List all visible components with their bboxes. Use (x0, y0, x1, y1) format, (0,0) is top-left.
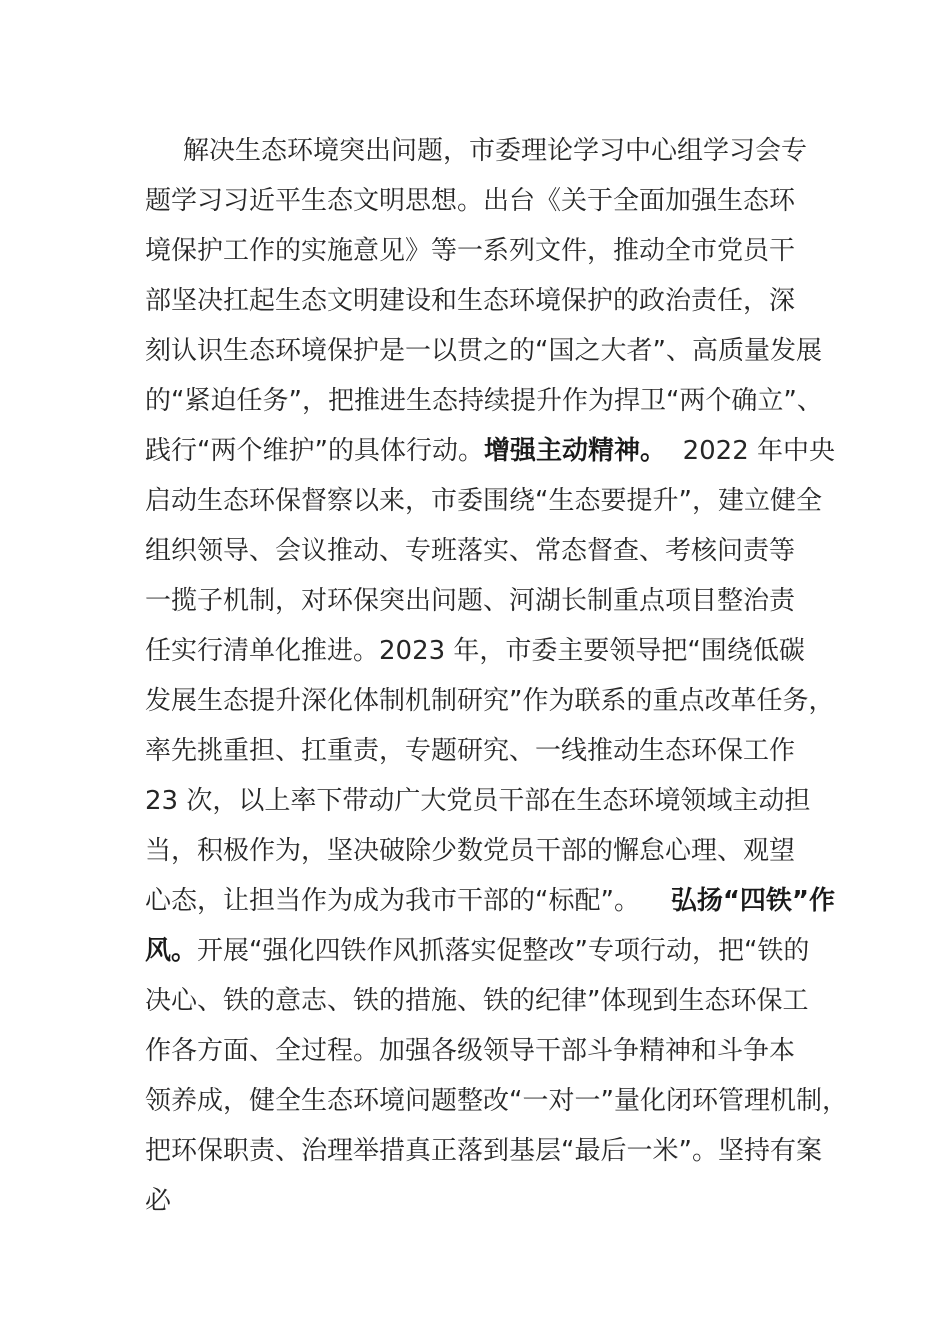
text-run: 领养成，健全生态环境问题整改“一对一”量化闭环管理机制， (145, 1086, 848, 1116)
text-line (145, 776, 835, 826)
text-run: 2022 年中央 (682, 436, 835, 466)
text-line (145, 126, 835, 176)
text-run: 解决生态环境突出问题，市委理论学习中心组学习会专 (183, 136, 808, 166)
text-line (145, 426, 835, 476)
text-run: 心态，让担当作为成为我市干部的“标配”。 (145, 886, 640, 916)
text-line (145, 1126, 835, 1176)
text-run: 23 次，以上率下带动广大党员干部在生态环境领域主动担 (145, 786, 811, 816)
text-line (145, 626, 835, 676)
text-run: 任实行清单化推进。2023 年，市委主要领导把“围绕低碳 (145, 636, 805, 666)
bold-heading-run: 增强主动精神。 (483, 436, 666, 466)
text-line (145, 1026, 835, 1076)
text-line (145, 1176, 835, 1226)
text-run: 启动生态环保督察以来，市委围绕“生态要提升”，建立健全 (145, 486, 822, 516)
text-line (145, 226, 835, 276)
text-line (145, 176, 835, 226)
text-run: 践行“两个维护”的具体行动。 (145, 436, 484, 466)
text-line (145, 676, 835, 726)
text-line (145, 476, 835, 526)
text-run: 作各方面、全过程。加强各级领导干部斗争精神和斗争本 (145, 1036, 796, 1066)
text-line (145, 926, 835, 976)
bold-heading-run: 弘扬“四铁”作 (670, 886, 835, 916)
text-line (145, 826, 835, 876)
text-run: 决心、铁的意志、铁的措施、铁的纪律”体现到生态环保工 (145, 986, 809, 1016)
text-line (145, 576, 835, 626)
text-line (145, 276, 835, 326)
text-run: 刻认识生态环境保护是一以贯之的“国之大者”、高质量发展 (145, 336, 822, 366)
text-line (145, 876, 835, 926)
body-paragraph (145, 126, 848, 1226)
text-run: 题学习习近平生态文明思想。出台《关于全面加强生态环 (145, 186, 796, 216)
text-run: 境保护工作的实施意见》等一系列文件，推动全市党员干 (145, 236, 796, 266)
text-line (145, 376, 835, 426)
text-run: 开展“强化四铁作风抓落实促整改”专项行动，把“铁的 (197, 936, 810, 966)
text-run: 部坚决扛起生态文明建设和生态环境保护的政治责任，深 (145, 286, 796, 316)
text-line (145, 1076, 848, 1126)
text-line (145, 526, 835, 576)
text-run: 发展生态提升深化体制机制研究”作为联系的重点改革任务， (145, 686, 835, 716)
bold-heading-run: 风。 (145, 936, 198, 966)
text-run: 一揽子机制，对环保突出问题、河湖长制重点项目整治责 (145, 586, 796, 616)
text-run: 组织领导、会议推动、专班落实、常态督查、考核问责等 (145, 536, 796, 566)
text-run: 的“紧迫任务”，把推进生态持续提升作为捍卫“两个确立”、 (145, 386, 823, 416)
text-run: 当，积极作为，坚决破除少数党员干部的懈怠心理、观望 (145, 836, 796, 866)
text-run: 率先挑重担、扛重责，专题研究、一线推动生态环保工作 (145, 736, 796, 766)
text-line (145, 726, 835, 776)
text-line (145, 976, 835, 1026)
text-line (145, 326, 835, 376)
text-run: 把环保职责、治理举措真正落到基层“最后一米”。坚持有案 (145, 1136, 822, 1166)
text-run: 必 (145, 1186, 172, 1216)
